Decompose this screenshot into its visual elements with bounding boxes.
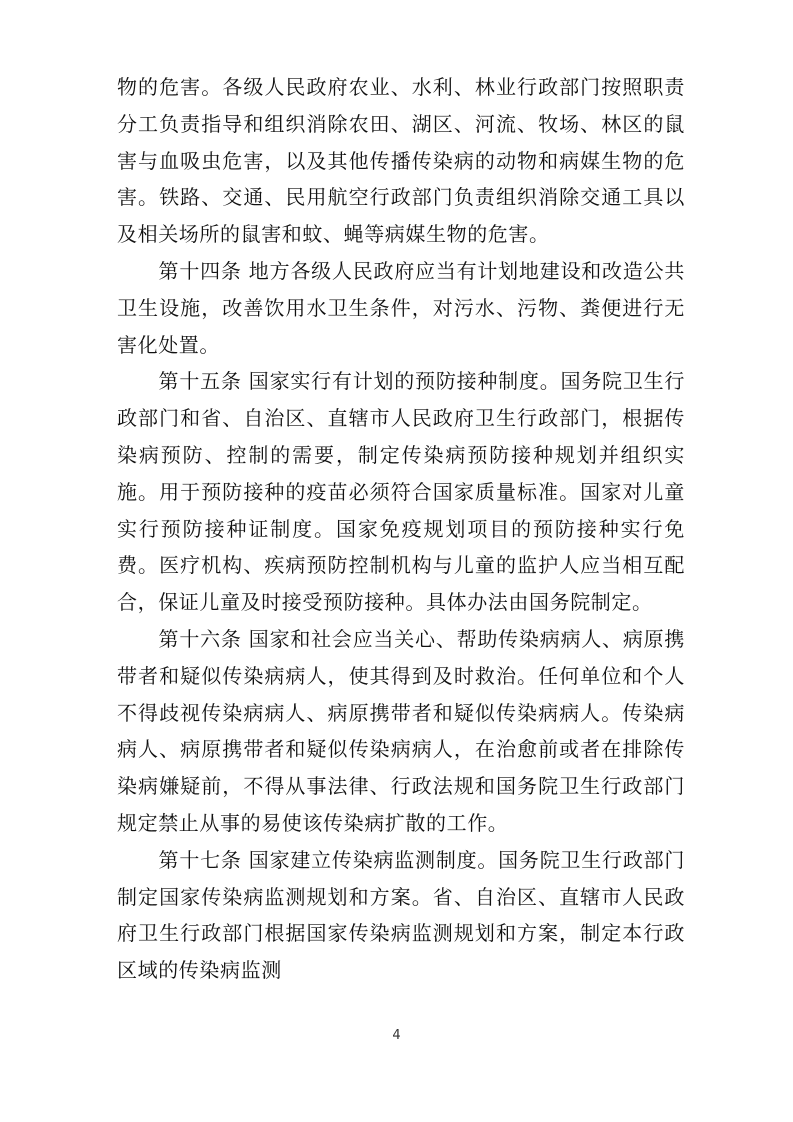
body-text (117, 69, 685, 989)
paragraph-article-15: 第十五条 国家实行有计划的预防接种制度。国务院卫生行政部门和省、自治区、直辖市人民政府卫生行政部门，根据传染病预防、控制的需要，制定传染病预防接种规划并组织实施。用于预防接种的疫苗必须符合国家质量标准。国家对儿童实行预防接种证制度。国家免疫规划项目的预防接种实行免费。医疗机构、疾病预防控制机构与儿童的监护人应当相互配合，保证儿童及时接受预防接种。具体办法由国务院制定。 (117, 369, 685, 615)
paragraph-article-14: 第十四条 地方各级人民政府应当有计划地建设和改造公共卫生设施，改善饮用水卫生条件，对污水、污物、粪便进行无害化处置。 (117, 258, 685, 357)
paragraph-article-16: 第十六条 国家和社会应当关心、帮助传染病病人、病原携带者和疑似传染病病人，使其得到及时救治。任何单位和个人不得歧视传染病病人、病原携带者和疑似传染病病人。传染病病人、病原携带者和疑似传染病病人，在治愈前或者在排除传染病嫌疑前，不得从事法律、行政法规和国务院卫生行政部门规定禁止从事的易使该传染病扩散的工作。 (117, 626, 685, 835)
paragraph-article-17: 第十七条 国家建立传染病监测制度。国务院卫生行政部门制定国家传染病监测规划和方案。省、自治区、直辖市人民政府卫生行政部门根据国家传染病监测规划和方案，制定本行政区域的传染病监测 (117, 847, 685, 983)
page-number: 4 (392, 1028, 401, 1043)
paragraph-continuation: 物的危害。各级人民政府农业、水利、林业行政部门按照职责分工负责指导和组织消除农田、湖区、河流、牧场、林区的鼠害与血吸虫危害，以及其他传播传染病的动物和病媒生物的危害。铁路、交通、民用航空行政部门负责组织消除交通工具以及相关场所的鼠害和蚊、蝇等病媒生物的危害。 (117, 75, 685, 247)
